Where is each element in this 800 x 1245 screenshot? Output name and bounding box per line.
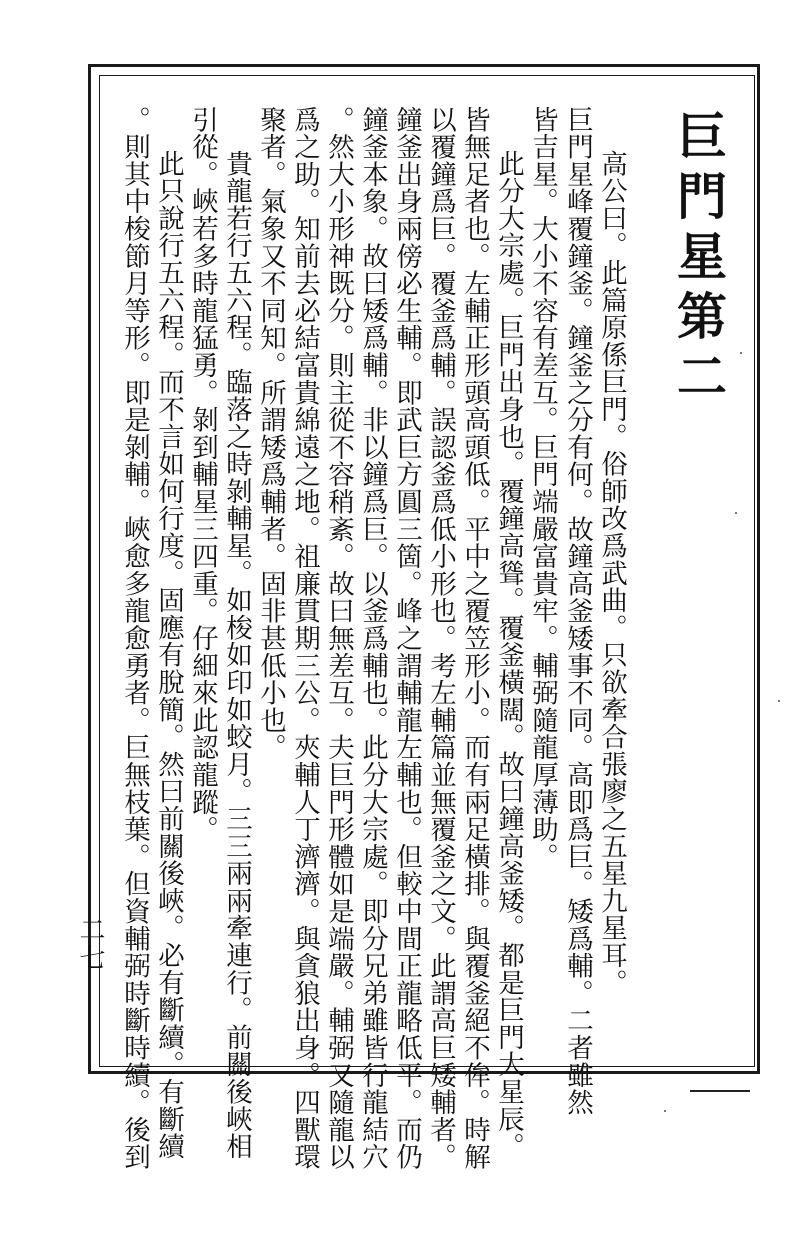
page-number: 二七	[75, 916, 105, 972]
text-column-9: 。然大小形神既分。則主從不容稍紊。故曰無差互。夫巨門形體如是端嚴。輔弼又隨龍以	[323, 106, 354, 1171]
text-column-4: 此分大宗處。巨門出身也。覆鐘高聳。覆釜橫闊。故曰鐘高釜矮。都是巨門大星辰。	[493, 150, 524, 1161]
text-column-8: 鐘釜本象。故曰矮爲輔。非以鐘爲巨。以釜爲輔也。此分大宗處。即分兄弟雖皆行龍結穴	[357, 106, 388, 1171]
scan-speck	[778, 700, 780, 702]
bottom-rule	[690, 1090, 750, 1092]
text-column-3: 皆吉星。大小不容有差互。巨門端嚴富貴牢。輔弼隨龍厚薄助。	[527, 106, 558, 871]
text-column-13: 引從。峽若多時龍猛勇。剝到輔星三四重。仔細來此認龍蹤。	[187, 106, 218, 844]
text-column-5: 皆無足者也。左輔正形頭高頭低。平中之覆笠形小。而有兩足橫排。與覆釜絕不侔。時解	[459, 106, 490, 1171]
text-column-10: 爲之助。知前去必結富貴綿遠之地。祖廉貫期三公。夾輔人丁濟濟。與貪狼出身。四獸環	[289, 106, 320, 1171]
text-column-1: 高公曰。此篇原係巨門。俗師改爲武曲。只欲牽合張廖之五星九星耳。	[596, 150, 627, 997]
chapter-title: 巨門星第二	[669, 110, 728, 410]
scan-speck	[740, 352, 742, 354]
text-column-12: 貴龍若行五六程。臨落之時剝輔星。如梭如印如蛟月。三三兩兩牽連行。前關後峽相	[221, 150, 252, 1161]
text-column-14: 此只說行五六程。而不言如何行度。固應有脫簡。然曰前關後峽。必有斷續。有斷續	[153, 150, 184, 1161]
text-column-11: 聚者。氣象又不同知。所謂矮爲輔者。固非甚低小也。	[255, 106, 286, 762]
text-column-15: 。則其中梭節月等形。即是剝輔。峽愈多龍愈勇者。巨無枝葉。但資輔弼時斷時續。後到	[119, 106, 150, 1171]
text-column-6: 以覆鐘爲巨。覆釜爲輔。誤認釜爲低小形也。考左輔篇並無覆釜之文。此謂高巨矮輔者。	[425, 106, 456, 1171]
text-column-2: 巨門星峰覆鐘釜。鐘釜之分有何。故鐘高釜矮事不同。高即爲巨。矮爲輔。二者雖然	[562, 106, 593, 1117]
scan-speck	[664, 1110, 666, 1112]
scan-speck	[735, 512, 737, 514]
text-column-7: 鐘釜出身兩傍必生輔。即武巨方圓三箇。峰之謂輔龍左輔也。但較中間正龍略低平。而仍	[391, 106, 422, 1171]
